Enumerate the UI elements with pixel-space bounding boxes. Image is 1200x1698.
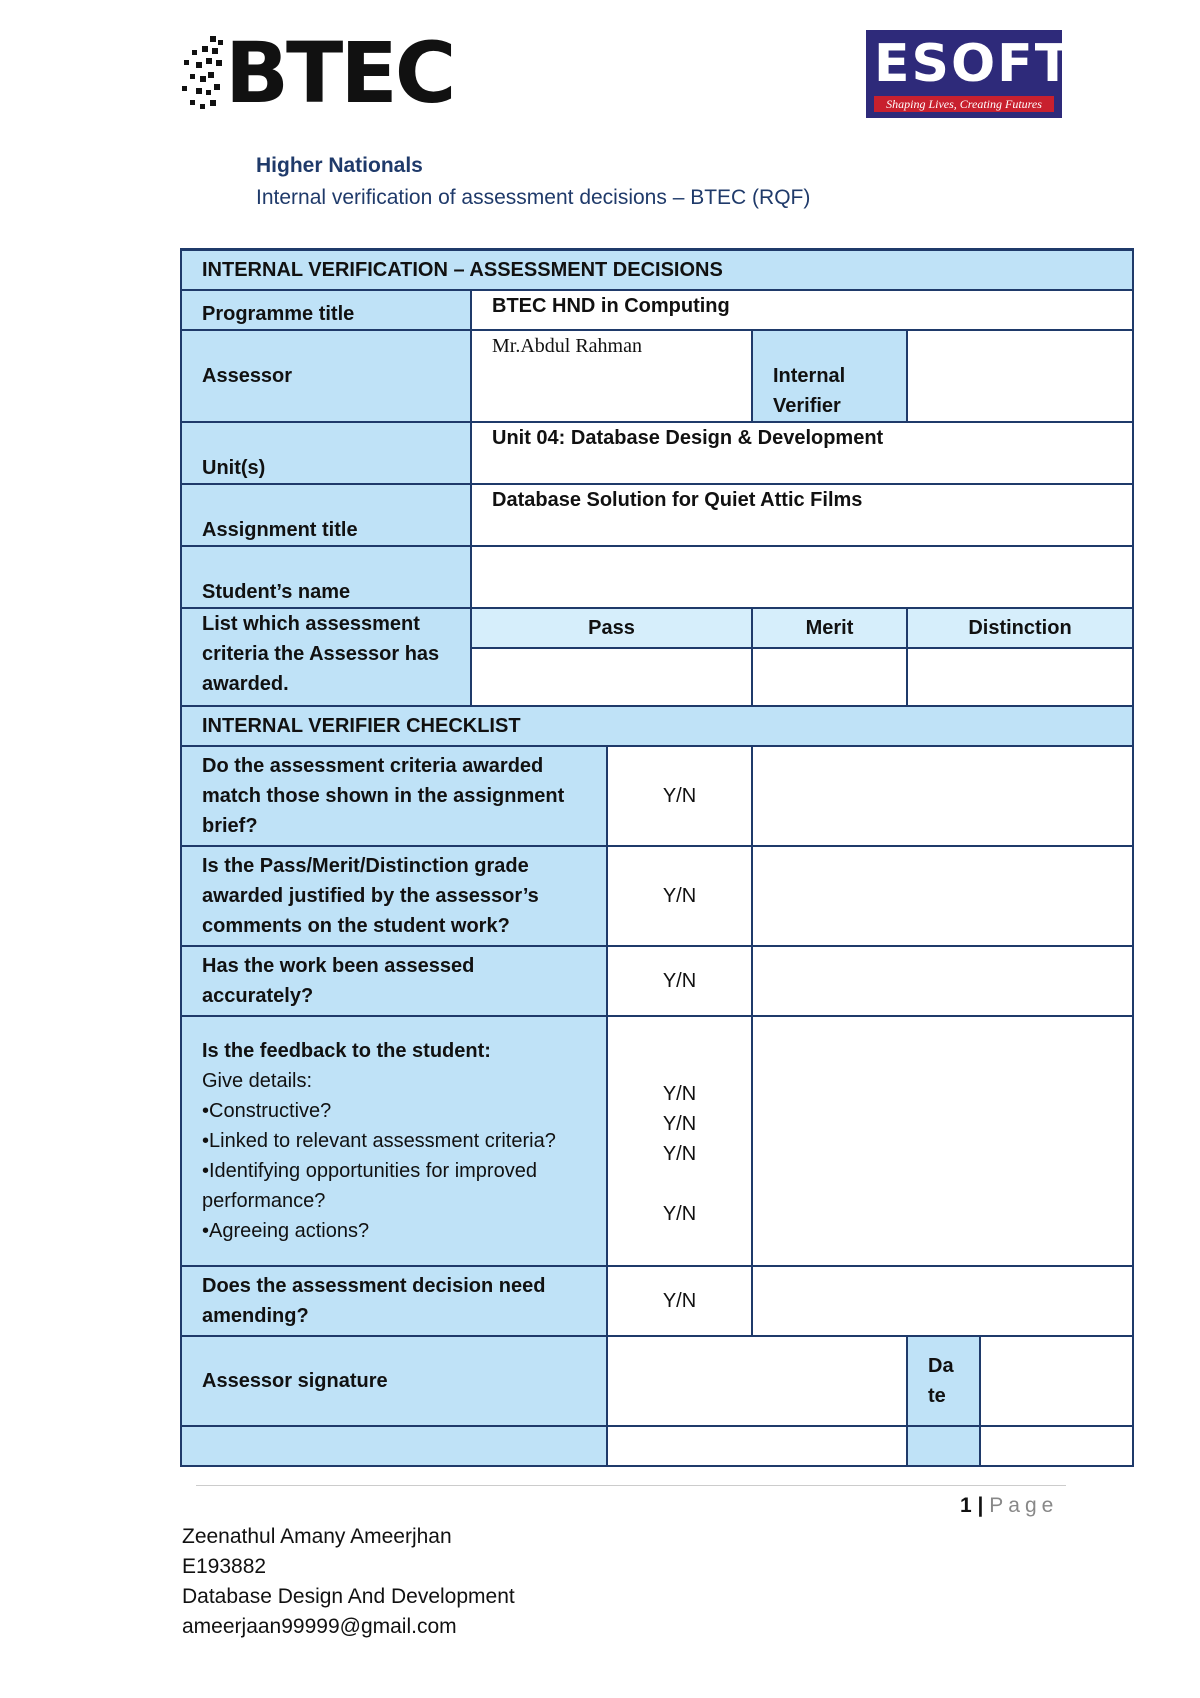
assessor-value: Mr.Abdul Rahman bbox=[471, 330, 752, 422]
checklist-q1: Do the assessment criteria awarded match those shown in the assignment brief? bbox=[181, 746, 607, 846]
q1-comment[interactable] bbox=[752, 746, 1133, 846]
assignment-label: Assignment title bbox=[181, 484, 471, 546]
section-verification-header: INTERNAL VERIFICATION – ASSESSMENT DECISIONS bbox=[181, 250, 1133, 290]
grade-pass-header: Pass bbox=[471, 608, 752, 648]
q4-give-details: Give details: bbox=[202, 1069, 313, 1092]
internal-verifier-label: Internal Verifier bbox=[752, 330, 907, 422]
page-number bbox=[960, 1494, 1058, 1518]
extra-row-date-field[interactable] bbox=[980, 1426, 1133, 1466]
q4-item-constructive: •Constructive? bbox=[202, 1099, 332, 1122]
btec-wordmark: BTEC bbox=[225, 24, 454, 122]
grade-merit-value[interactable] bbox=[752, 648, 907, 706]
page-title: Higher Nationals bbox=[256, 154, 423, 177]
q4-yn-group bbox=[607, 1016, 752, 1266]
btec-logo bbox=[180, 24, 454, 122]
date-field[interactable] bbox=[980, 1336, 1133, 1426]
q4-yn-opportunities[interactable]: Y/N bbox=[662, 1142, 697, 1165]
esoft-wordmark: ESOFT bbox=[874, 34, 1073, 94]
programme-value: BTEC HND in Computing bbox=[471, 290, 1133, 330]
checklist-q5: Does the assessment decision need amending? bbox=[181, 1266, 607, 1336]
verification-form bbox=[180, 248, 1134, 1467]
checklist-q4 bbox=[181, 1016, 607, 1266]
q4-title: Is the feedback to the student: bbox=[202, 1039, 491, 1062]
q4-yn-actions[interactable]: Y/N bbox=[662, 1202, 697, 1225]
assignment-value: Database Solution for Quiet Attic Films bbox=[471, 484, 1133, 546]
extra-row-field[interactable] bbox=[607, 1426, 907, 1466]
q5-yn[interactable]: Y/N bbox=[607, 1266, 752, 1336]
checklist-q3: Has the work been assessed accurately? bbox=[181, 946, 607, 1016]
q4-item-actions: •Agreeing actions? bbox=[202, 1219, 370, 1242]
grade-distinction-header: Distinction bbox=[907, 608, 1133, 648]
page-subtitle: Internal verification of assessment decisions – BTEC (RQF) bbox=[256, 186, 811, 209]
student-name-label: Student’s name bbox=[181, 546, 471, 608]
q4-comment[interactable] bbox=[752, 1016, 1133, 1266]
footer-email: ameerjaan99999@gmail.com bbox=[182, 1615, 457, 1638]
footer-divider bbox=[196, 1485, 1066, 1486]
footer-course: Database Design And Development bbox=[182, 1585, 515, 1608]
q4-yn-linked[interactable]: Y/N bbox=[662, 1112, 697, 1135]
page-number-value: 1 bbox=[960, 1494, 972, 1517]
q4-item-linked: •Linked to relevant assessment criteria? bbox=[202, 1129, 556, 1152]
footer-id: E193882 bbox=[182, 1555, 267, 1578]
q3-yn[interactable]: Y/N bbox=[607, 946, 752, 1016]
internal-verifier-value[interactable] bbox=[907, 330, 1133, 422]
footer-name: Zeenathul Amany Ameerjhan bbox=[182, 1525, 452, 1548]
q1-yn[interactable]: Y/N bbox=[607, 746, 752, 846]
grade-merit-header: Merit bbox=[752, 608, 907, 648]
unit-value: Unit 04: Database Design & Development bbox=[471, 422, 1133, 484]
section-checklist-header: INTERNAL VERIFIER CHECKLIST bbox=[181, 706, 1133, 746]
extra-row-date-label bbox=[907, 1426, 980, 1466]
checklist-q2: Is the Pass/Merit/Distinction grade awarded justified by the assessor’s comments on the student work? bbox=[181, 846, 607, 946]
grade-pass-value[interactable] bbox=[471, 648, 752, 706]
assessor-signature-field[interactable] bbox=[607, 1336, 907, 1426]
programme-label: Programme title bbox=[181, 290, 471, 330]
grade-distinction-value[interactable] bbox=[907, 648, 1133, 706]
btec-dots-icon bbox=[180, 34, 224, 112]
q4-item-opportunities: •Identifying opportunities for improved performance? bbox=[202, 1159, 537, 1212]
assessor-signature-label: Assessor signature bbox=[181, 1336, 607, 1426]
esoft-logo bbox=[866, 30, 1073, 118]
q3-comment[interactable] bbox=[752, 946, 1133, 1016]
q5-comment[interactable] bbox=[752, 1266, 1133, 1336]
footer-details bbox=[182, 1522, 515, 1642]
extra-row-label bbox=[181, 1426, 607, 1466]
esoft-tagline: Shaping Lives, Creating Futures bbox=[874, 96, 1054, 112]
q4-yn-constructive[interactable]: Y/N bbox=[662, 1082, 697, 1105]
q2-yn[interactable]: Y/N bbox=[607, 846, 752, 946]
date-label: Date bbox=[907, 1336, 980, 1426]
criteria-label: List which assessment criteria the Assessor has awarded. bbox=[181, 608, 471, 706]
page-label: Page bbox=[989, 1494, 1059, 1517]
unit-label: Unit(s) bbox=[181, 422, 471, 484]
assessor-label: Assessor bbox=[181, 330, 471, 422]
student-name-value[interactable] bbox=[471, 546, 1133, 608]
q2-comment[interactable] bbox=[752, 846, 1133, 946]
page-number-separator: | bbox=[977, 1494, 984, 1517]
